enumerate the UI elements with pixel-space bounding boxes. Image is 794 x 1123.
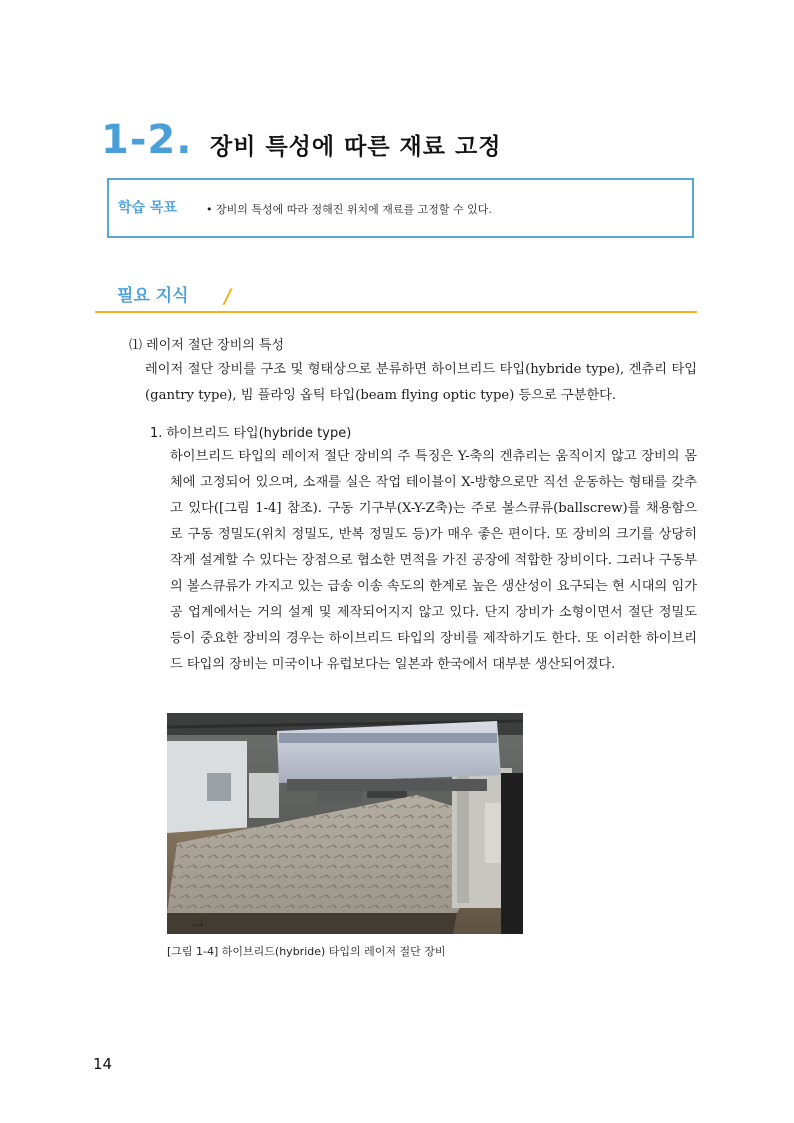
required-knowledge-rule [95,311,697,313]
objective-text: • 장비의 특성에 따라 정해진 위치에 재료를 고정할 수 있다. [206,203,492,216]
required-knowledge-mark: / [221,284,234,308]
subitem1-title: 1. 하이브리드 타입(hybride type) [150,426,352,441]
item1-paragraph: 레이저 절단 장비를 구조 및 형태상으로 분류하면 하이브리드 타입(hybride type), 겐츄리 타입(gantry type), 빔 플라잉 옵틱 타입(beam flying optic type) 등으로 구분한다. [145,362,697,403]
section-title: 장비 특성에 따른 재료 고정 [210,134,502,160]
section-number: 1-2. [101,117,193,163]
figure-caption: [그림 1-4] 하이브리드(hybride) 타입의 레이저 절단 장비 [167,945,446,958]
item1-title: ⑴ 레이저 절단 장비의 특성 [129,338,285,353]
subitem1-paragraph: 하이브리드 타입의 레이저 절단 장비의 주 특징은 Y-축의 겐츄리는 움직이지 않고 장비의 몸체에 고정되어 있으며, 소재를 실은 작업 테이블이 X-방향으로만 직선 운동하는 형태를 갖추고 있다([그림 1-4] 참조). 구동 기구부(X-Y-Z축)는 주로 볼스큐류(ballscrew)를 채용함으로 구동 정밀도(위치 정밀도, 반복 정밀도 등)가 매우 좋은 편이다. 또 장비의 크기를 상당히 작게 설계할 수 있다는 장점으로 협소한 면적을 가진 공장에 적합한 장비이다. 그러나 구동부의 볼스큐류가 가지고 있는 급송 이송 속도의 한계로 높은 생산성이 요구되는 현 시대의 임가공 업계에서는 거의 설계 및 제작되어지지 않고 있다. 단지 장비가 소형이면서 절단 정밀도 등이 중요한 장비의 경우는 하이브리드 타입의 장비를 제작하기도 한다. 또 이러한 하이브리드 타입의 장비는 미국이나 유럽보다는 일본과 한국에서 대부분 생산되어졌다. [170,449,697,672]
objective-label: 학습 목표 [118,200,177,216]
laser-cutter-photo [167,713,523,934]
photo-mark: ᆗ [193,919,204,932]
required-knowledge-label: 필요 지식 [117,286,189,306]
page-number: 14 [93,1055,113,1073]
